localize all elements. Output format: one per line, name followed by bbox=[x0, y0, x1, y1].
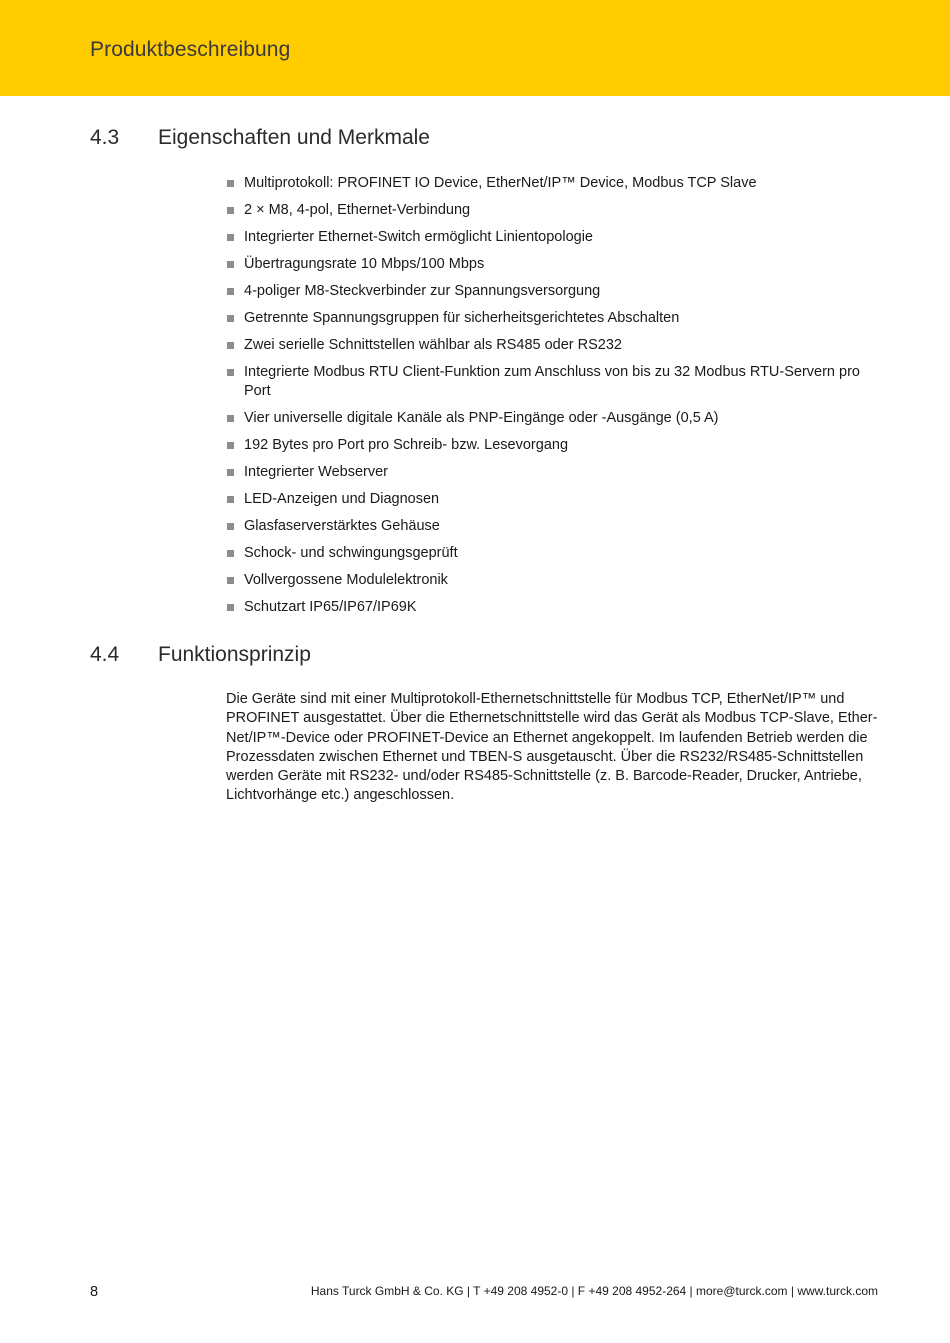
list-item-text: Glasfaserverstärktes Gehäuse bbox=[244, 518, 440, 534]
list-item bbox=[226, 490, 886, 509]
square-bullet-icon bbox=[227, 288, 234, 295]
square-bullet-icon bbox=[227, 207, 234, 214]
list-item-text: Vier universelle digitale Kanäle als PNP-Eingänge oder -Ausgänge (0,5 A) bbox=[244, 410, 719, 426]
list-item bbox=[226, 174, 886, 193]
list-item-text: Integrierter Webserver bbox=[244, 464, 388, 480]
list-item bbox=[226, 517, 886, 536]
list-item bbox=[226, 228, 886, 247]
square-bullet-icon bbox=[227, 369, 234, 376]
square-bullet-icon bbox=[227, 234, 234, 241]
list-item bbox=[226, 309, 886, 328]
list-item-text: Schock- und schwingungsgeprüft bbox=[244, 545, 458, 561]
page-number: 8 bbox=[90, 1284, 99, 1300]
list-item bbox=[226, 255, 886, 274]
square-bullet-icon bbox=[227, 604, 234, 611]
header-title: Produktbeschreibung bbox=[90, 38, 291, 61]
list-item bbox=[226, 282, 886, 301]
list-item-text: 192 Bytes pro Port pro Schreib- bzw. Lesevorgang bbox=[244, 437, 569, 453]
square-bullet-icon bbox=[227, 315, 234, 322]
list-item-text: Übertragungsrate 10 Mbps/100 Mbps bbox=[244, 256, 485, 272]
list-item bbox=[226, 571, 886, 590]
list-item-text: Getrennte Spannungsgruppen für sicherheitsgerichtetes Abschalten bbox=[244, 310, 680, 326]
square-bullet-icon bbox=[227, 415, 234, 422]
section-number: 4.3 bbox=[90, 126, 120, 149]
section-heading-4-4 bbox=[90, 643, 311, 667]
section-number: 4.4 bbox=[90, 643, 120, 666]
square-bullet-icon bbox=[227, 496, 234, 503]
features-list bbox=[226, 174, 886, 625]
list-item-text: Zwei serielle Schnittstellen wählbar als RS485 oder RS232 bbox=[244, 337, 622, 353]
function-principle-paragraph: Die Geräte sind mit einer Multiprotokoll-Ethernetschnittstelle für Modbus TCP, EtherNet/IP™ und PROFINET ausgestattet. Über die Ethernetschnittstelle wird das Gerät als Modbus TCP-Slave, EtherNet/IP™-Device oder PROFINET-Device an Ethernet angekoppelt. Im laufenden Betrieb werden die Prozessdaten zwischen Ethernet und TBEN-S ausgetauscht. Über die RS232/RS485-Schnittstellen werden Geräte mit RS232- und/oder RS485-Schnittstelle (z. B. Barcode-Reader, Drucker, Antriebe, Lichtvorhänge etc.) angeschlossen. bbox=[226, 691, 878, 804]
square-bullet-icon bbox=[227, 550, 234, 557]
section-title: Eigenschaften und Merkmale bbox=[158, 126, 430, 149]
section-heading-4-3 bbox=[90, 126, 430, 150]
list-item-text: Integrierte Modbus RTU Client-Funktion zum Anschluss von bis zu 32 Modbus RTU-Servern pro Port bbox=[244, 364, 860, 399]
footer-contact: Hans Turck GmbH & Co. KG | T +49 208 4952-0 | F +49 208 4952-264 | more@turck.com | www.turck.com bbox=[310, 1284, 878, 1298]
list-item bbox=[226, 363, 886, 401]
square-bullet-icon bbox=[227, 469, 234, 476]
square-bullet-icon bbox=[227, 261, 234, 268]
list-item bbox=[226, 463, 886, 482]
list-item bbox=[226, 544, 886, 563]
square-bullet-icon bbox=[227, 442, 234, 449]
square-bullet-icon bbox=[227, 523, 234, 530]
list-item-text: Integrierter Ethernet-Switch ermöglicht Linientopologie bbox=[244, 229, 593, 245]
list-item-text: Vollvergossene Modulelektronik bbox=[244, 572, 448, 588]
list-item bbox=[226, 409, 886, 428]
square-bullet-icon bbox=[227, 342, 234, 349]
list-item-text: Multiprotokoll: PROFINET IO Device, EtherNet/IP™ Device, Modbus TCP Slave bbox=[244, 175, 757, 191]
list-item bbox=[226, 436, 886, 455]
list-item-text: Schutzart IP65/IP67/IP69K bbox=[244, 599, 417, 615]
list-item bbox=[226, 598, 886, 617]
list-item bbox=[226, 201, 886, 220]
list-item-text: 4-poliger M8-Steckverbinder zur Spannungsversorgung bbox=[244, 283, 601, 299]
section-title: Funktionsprinzip bbox=[158, 643, 311, 666]
list-item-text: LED-Anzeigen und Diagnosen bbox=[244, 491, 440, 507]
header-band bbox=[0, 0, 950, 96]
list-item bbox=[226, 336, 886, 355]
square-bullet-icon bbox=[227, 180, 234, 187]
list-item-text: 2 × M8, 4-pol, Ethernet-Verbindung bbox=[244, 202, 471, 218]
square-bullet-icon bbox=[227, 577, 234, 584]
